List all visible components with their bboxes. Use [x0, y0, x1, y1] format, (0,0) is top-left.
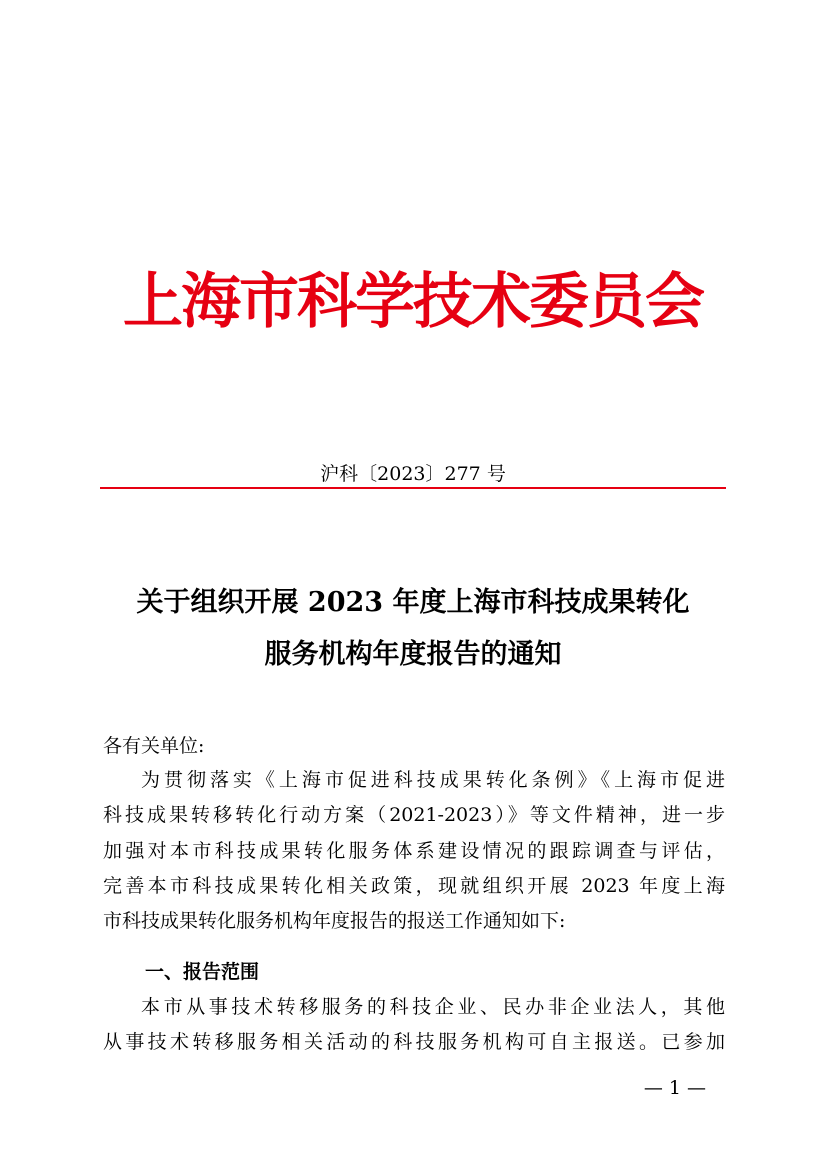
paragraph-1	[103, 763, 725, 939]
page-number: — 1 —	[643, 1077, 706, 1099]
paragraph-2-line: 从事技术转移服务相关活动的科技服务机构可自主报送。已参加	[103, 1031, 725, 1054]
red-divider	[100, 487, 726, 489]
issuer-masthead: 上海市科学技术委员会	[123, 267, 703, 337]
document-number: 沪科〔2023〕277 号	[320, 463, 506, 485]
paragraph-1-line: 加强对本市科技成果转化服务体系建设情况的跟踪调查与评估，	[103, 839, 725, 862]
paragraph-1-line: 市科技成果转化服务机构年度报告的报送工作通知如下:	[103, 910, 566, 933]
salutation: 各有关单位:	[103, 735, 205, 757]
paragraph-1-line: 为贯彻落实《上海市促进科技成果转化条例》《上海市促进	[141, 769, 725, 791]
paragraph-2-line: 本市从事技术转移服务的科技企业、民办非企业法人，其他	[141, 996, 725, 1018]
section-1-heading: 一、报告范围	[145, 961, 260, 983]
paragraph-1-line: 科技成果转移转化行动方案（2021-2023）》等文件精神，进一步	[103, 804, 725, 827]
paragraph-2	[103, 990, 725, 1061]
notice-title-line-1: 关于组织开展 2023 年度上海市科技成果转化	[136, 587, 690, 618]
notice-title-line-2: 服务机构年度报告的通知	[264, 639, 562, 670]
paragraph-1-line: 完善本市科技成果转化相关政策，现就组织开展 2023 年度上海	[103, 874, 725, 897]
